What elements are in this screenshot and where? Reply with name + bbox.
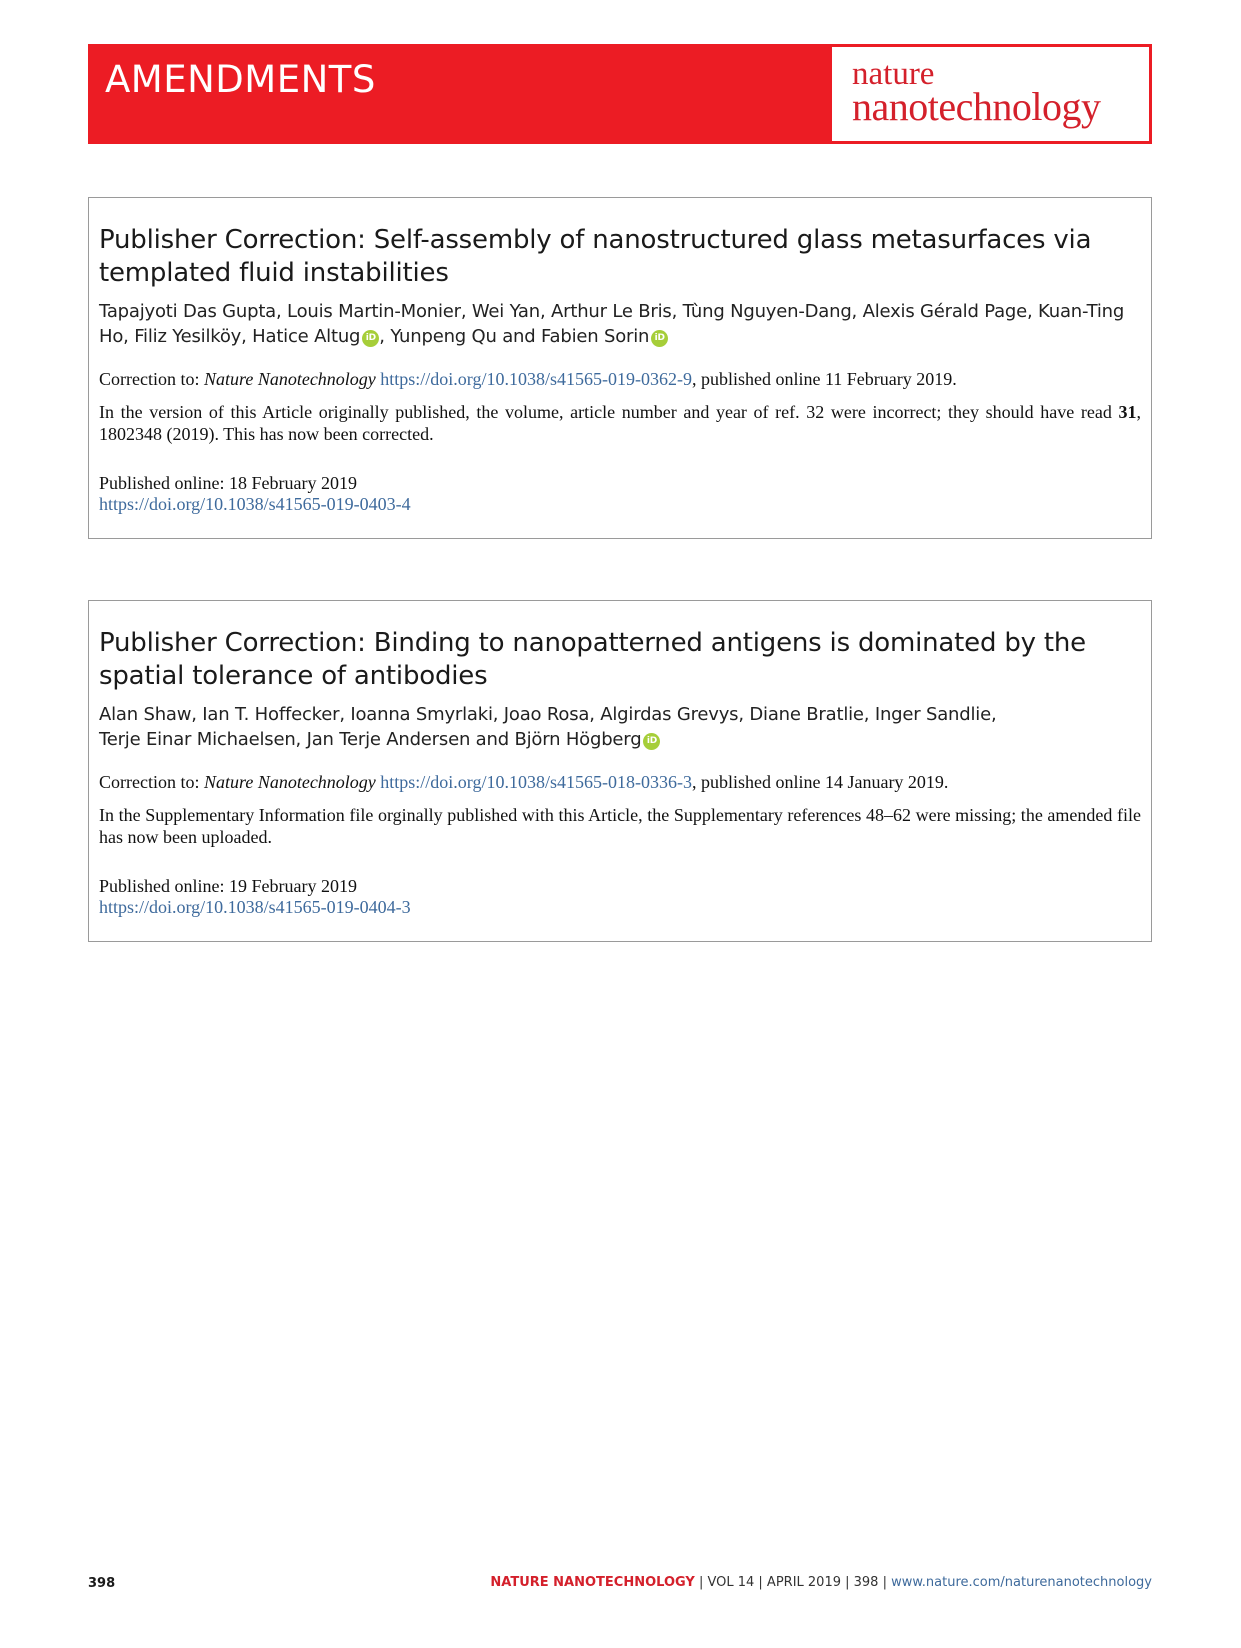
body-text-part: In the version of this Article originally published, the volume, article number and year of ref. 32 were incorrect; they should have read	[99, 402, 1119, 422]
footer-journal-url[interactable]: www.nature.com/naturenanotechnology	[891, 1575, 1152, 1590]
correction-prefix: Correction to:	[99, 772, 204, 792]
author-list	[99, 702, 1141, 752]
original-publication-date: , published online 14 January 2019.	[691, 772, 949, 792]
body-bold-volume: 31	[1118, 402, 1137, 422]
authors-text: Terje Einar Michaelsen, Jan Terje Andersen and Björn Högberg	[99, 729, 642, 750]
published-online-date: Published online: 19 February 2019	[99, 876, 357, 896]
original-publication-date: , published online 11 February 2019.	[691, 369, 957, 389]
correction-title: Publisher Correction: Self-assembly of nanostructured glass metasurfaces via templated fluid instabilities	[99, 225, 1092, 288]
correction-doi-link[interactable]: https://doi.org/10.1038/s41565-019-0403-4	[99, 494, 411, 514]
logo-line-nanotechnology: nanotechnology	[852, 84, 1101, 129]
authors-text: , Yunpeng Qu and Fabien Sorin	[379, 326, 650, 347]
correction-body: In the Supplementary Information file orginally published with this Article, the Supplementary references 48–62 were missing; the amended file has now been uploaded.	[99, 805, 1141, 847]
correction-notice	[88, 600, 1152, 942]
orcid-icon[interactable]: iD	[651, 330, 668, 347]
footer-journal-name: NATURE NANOTECHNOLOGY	[490, 1575, 695, 1590]
original-doi-link[interactable]: https://doi.org/10.1038/s41565-019-0362-9	[380, 369, 692, 389]
footer-citation	[490, 1575, 1152, 1590]
published-online-date: Published online: 18 February 2019	[99, 473, 357, 493]
page-number: 398	[88, 1576, 116, 1591]
authors-line-2	[99, 727, 1141, 752]
correction-reference	[99, 367, 1141, 391]
correction-prefix: Correction to:	[99, 369, 204, 389]
body-text-part: , 1802348 (2019). This has now been corrected.	[99, 402, 1141, 444]
original-doi-link[interactable]: https://doi.org/10.1038/s41565-018-0336-3	[380, 772, 692, 792]
orcid-icon[interactable]: iD	[362, 330, 379, 347]
authors-line: Alan Shaw, Ian T. Hoffecker, Ioanna Smyrlaki, Joao Rosa, Algirdas Grevys, Diane Bratlie, Inger Sandlie,	[99, 704, 997, 725]
journal-logo	[829, 44, 1152, 144]
orcid-icon[interactable]: iD	[643, 733, 660, 750]
logo-line-nature: nature	[852, 56, 935, 92]
author-list	[99, 299, 1141, 349]
authors-text: Tapajyoti Das Gupta, Louis Martin-Monier, Wei Yan, Arthur Le Bris, Tùng Nguyen-Dang, Alexis Gérald Page, Kuan-Ting Ho, Filiz Yesilköy, Hatice Altug	[99, 301, 1125, 347]
correction-notice	[88, 197, 1152, 539]
correction-title: Publisher Correction: Binding to nanopatterned antigens is dominated by the spatial tolerance of antibodies	[99, 628, 1086, 691]
correction-body	[99, 401, 1141, 445]
section-label: AMENDMENTS	[105, 58, 376, 101]
correction-doi-link[interactable]: https://doi.org/10.1038/s41565-019-0404-3	[99, 897, 411, 917]
journal-name: Nature Nanotechnology	[203, 772, 376, 792]
footer-issue-info: | VOL 14 | APRIL 2019 | 398 |	[694, 1575, 892, 1590]
amendments-banner	[88, 44, 1152, 144]
journal-name: Nature Nanotechnology	[203, 369, 376, 389]
correction-reference	[99, 770, 1141, 794]
